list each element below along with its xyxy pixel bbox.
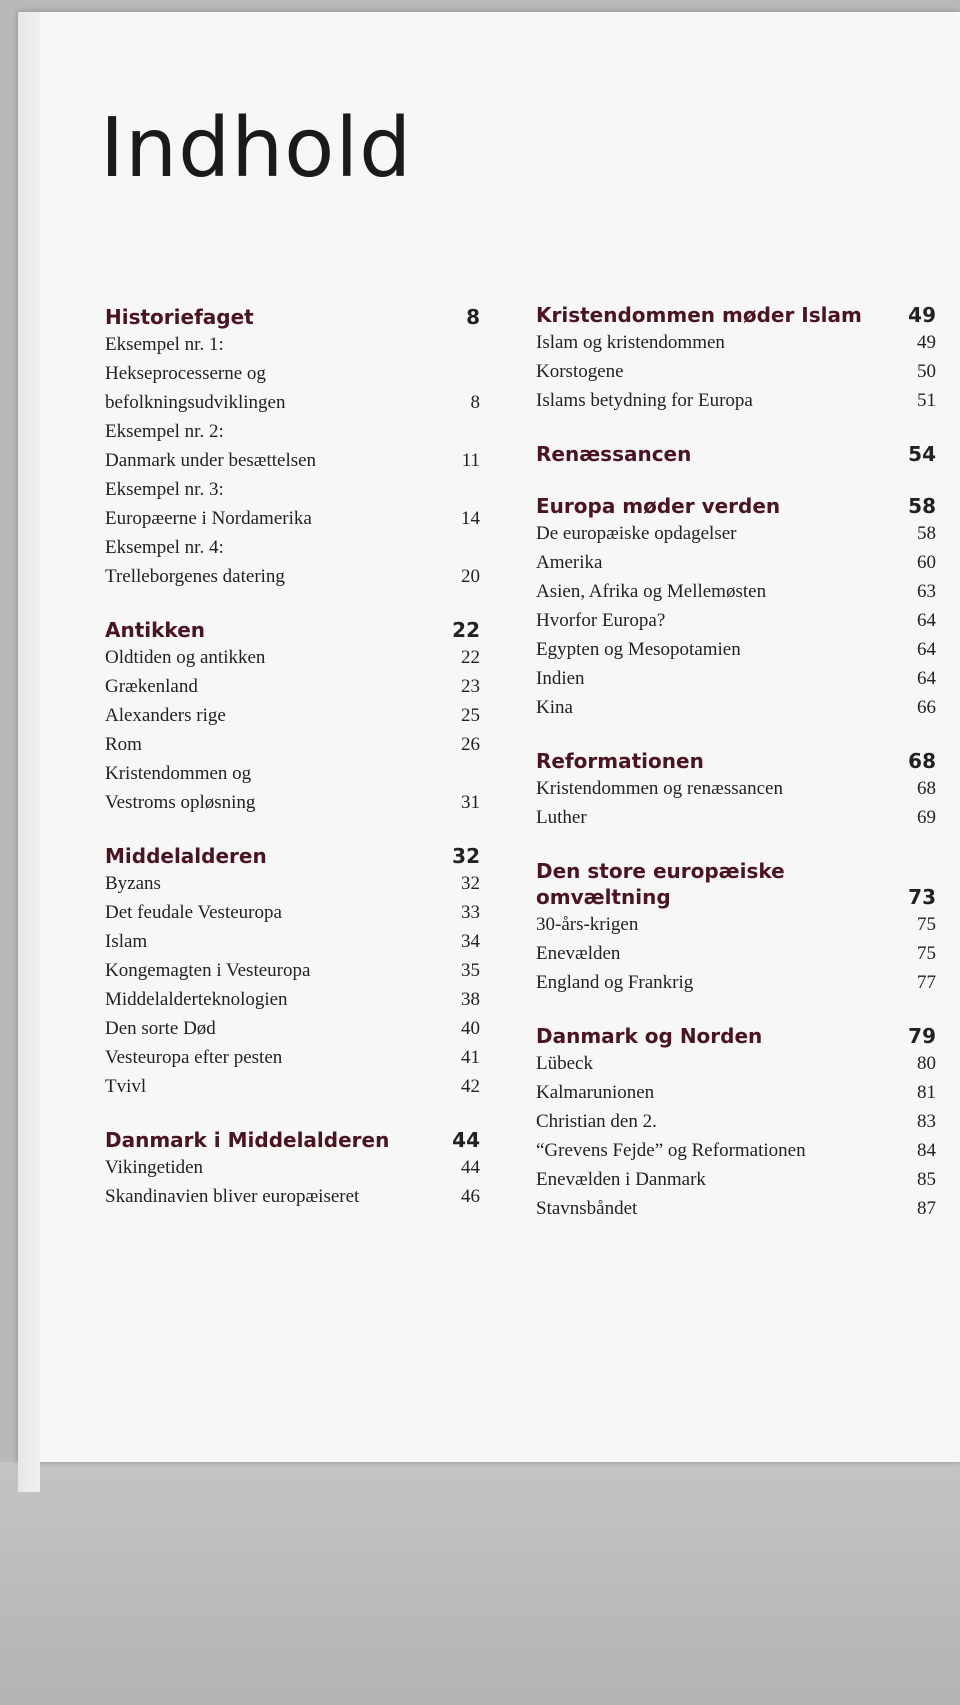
entry-page-number: 25 bbox=[461, 705, 480, 726]
entry-title: Amerika bbox=[536, 552, 603, 573]
entry-page-number: 11 bbox=[461, 450, 480, 471]
toc-entry bbox=[536, 606, 936, 635]
section-heading bbox=[536, 748, 936, 774]
section-page-number: 68 bbox=[908, 749, 936, 773]
entry-page-number: 50 bbox=[917, 361, 936, 382]
toc-entry bbox=[536, 1107, 936, 1136]
entry-page-number: 40 bbox=[461, 1018, 480, 1039]
entry-page-number: 87 bbox=[917, 1198, 936, 1219]
entry-title: Egypten og Mesopotamien bbox=[536, 639, 741, 660]
entry-page-number: 35 bbox=[461, 960, 480, 981]
entry-title: Det feudale Vesteuropa bbox=[105, 902, 282, 923]
toc-entry bbox=[536, 548, 936, 577]
toc-entry bbox=[105, 927, 480, 956]
section-heading bbox=[105, 1127, 480, 1153]
toc-section bbox=[536, 302, 936, 415]
entry-title: Den sorte Død bbox=[105, 1018, 216, 1039]
entry-title: Eksempel nr. 4: Trelleborgenes datering bbox=[105, 537, 285, 587]
entry-title: Enevælden bbox=[536, 943, 621, 964]
entry-title: Islam og kristendommen bbox=[536, 332, 725, 353]
entry-page-number: 51 bbox=[917, 390, 936, 411]
entry-page-number: 75 bbox=[917, 914, 936, 935]
toc-entry bbox=[105, 701, 480, 730]
entry-title: Luther bbox=[536, 807, 587, 828]
entry-title: Alexanders rige bbox=[105, 705, 226, 726]
section-title: Danmark og Norden bbox=[536, 1024, 763, 1048]
section-heading bbox=[536, 302, 936, 328]
toc-entry bbox=[536, 968, 936, 997]
toc-entry bbox=[105, 330, 480, 417]
toc-entry bbox=[536, 1078, 936, 1107]
entry-page-number: 38 bbox=[461, 989, 480, 1010]
section-title: Renæssancen bbox=[536, 442, 692, 466]
entry-page-number: 64 bbox=[917, 639, 936, 660]
section-heading bbox=[105, 617, 480, 643]
entry-page-number: 81 bbox=[917, 1082, 936, 1103]
entry-page-number: 32 bbox=[461, 873, 480, 894]
table-surface bbox=[0, 1462, 960, 1705]
entry-page-number: 23 bbox=[461, 676, 480, 697]
entry-title: Asien, Afrika og Mellemøsten bbox=[536, 581, 767, 602]
section-heading bbox=[105, 843, 480, 869]
entry-title: Rom bbox=[105, 734, 142, 755]
entry-title: Skandinavien bliver europæiseret bbox=[105, 1186, 360, 1207]
section-heading bbox=[536, 441, 936, 467]
toc-entry bbox=[536, 939, 936, 968]
toc-entry bbox=[105, 730, 480, 759]
entry-page-number: 49 bbox=[917, 332, 936, 353]
section-heading bbox=[536, 1023, 936, 1049]
section-heading bbox=[536, 858, 936, 910]
toc-entry bbox=[536, 519, 936, 548]
toc-entry bbox=[105, 898, 480, 927]
section-page-number: 79 bbox=[908, 1024, 936, 1048]
toc-section bbox=[536, 441, 936, 467]
section-page-number: 8 bbox=[466, 305, 480, 329]
entry-title: Enevælden i Danmark bbox=[536, 1169, 706, 1190]
entry-page-number: 80 bbox=[917, 1053, 936, 1074]
entry-title: Kongemagten i Vesteuropa bbox=[105, 960, 311, 981]
section-title: Historiefaget bbox=[105, 305, 254, 329]
entry-title: 30-års-krigen bbox=[536, 914, 639, 935]
entry-title: Middelalderteknologien bbox=[105, 989, 288, 1010]
toc-entry bbox=[536, 577, 936, 606]
toc-entry bbox=[536, 774, 936, 803]
section-title: Antikken bbox=[105, 618, 205, 642]
toc-entry bbox=[536, 357, 936, 386]
entry-title: Indien bbox=[536, 668, 585, 689]
entry-title: Hvorfor Europa? bbox=[536, 610, 666, 631]
entry-title: Vikingetiden bbox=[105, 1157, 204, 1178]
toc-entry bbox=[536, 693, 936, 722]
toc-entry bbox=[105, 672, 480, 701]
section-page-number: 44 bbox=[452, 1128, 480, 1152]
section-title: Den store europæiske omvæltning bbox=[536, 859, 785, 909]
entry-page-number: 33 bbox=[461, 902, 480, 923]
toc-section bbox=[105, 843, 480, 1101]
toc-entry bbox=[536, 1165, 936, 1194]
toc-section bbox=[105, 1127, 480, 1211]
toc-entry bbox=[536, 803, 936, 832]
entry-page-number: 63 bbox=[917, 581, 936, 602]
section-page-number: 49 bbox=[908, 303, 936, 327]
entry-page-number: 69 bbox=[917, 807, 936, 828]
entry-title: Stavnsbåndet bbox=[536, 1198, 638, 1219]
toc-section bbox=[536, 748, 936, 832]
entry-page-number: 58 bbox=[917, 523, 936, 544]
entry-title: Eksempel nr. 3: Europæerne i Nordamerika bbox=[105, 479, 312, 529]
entry-page-number: 42 bbox=[461, 1076, 480, 1097]
entry-page-number: 85 bbox=[917, 1169, 936, 1190]
section-title: Middelalderen bbox=[105, 844, 267, 868]
entry-title: Byzans bbox=[105, 873, 161, 894]
entry-page-number: 66 bbox=[917, 697, 936, 718]
page-title: Indhold bbox=[100, 101, 413, 196]
toc-entry bbox=[536, 1136, 936, 1165]
toc-entry bbox=[536, 386, 936, 415]
toc-entry bbox=[536, 635, 936, 664]
entry-page-number: 41 bbox=[461, 1047, 480, 1068]
entry-title: Lübeck bbox=[536, 1053, 593, 1074]
section-page-number: 58 bbox=[908, 494, 936, 518]
toc-section bbox=[105, 617, 480, 817]
entry-title: Islam bbox=[105, 931, 148, 952]
entry-title: England og Frankrig bbox=[536, 972, 694, 993]
toc-entry bbox=[105, 643, 480, 672]
entry-page-number: 14 bbox=[461, 508, 480, 529]
entry-page-number: 60 bbox=[917, 552, 936, 573]
entry-page-number: 26 bbox=[461, 734, 480, 755]
toc-right-column bbox=[536, 302, 936, 1249]
entry-title: Korstogene bbox=[536, 361, 624, 382]
entry-title: Islams betydning for Europa bbox=[536, 390, 753, 411]
toc-entry bbox=[105, 417, 480, 475]
entry-page-number: 20 bbox=[461, 566, 480, 587]
section-page-number: 54 bbox=[908, 442, 936, 466]
entry-title: Tvivl bbox=[105, 1076, 147, 1097]
toc-entry bbox=[105, 1182, 480, 1211]
toc-section bbox=[536, 858, 936, 997]
section-heading bbox=[536, 493, 936, 519]
entry-page-number: 31 bbox=[461, 792, 480, 813]
toc-entry bbox=[105, 759, 480, 817]
entry-page-number: 8 bbox=[470, 392, 480, 413]
entry-page-number: 84 bbox=[917, 1140, 936, 1161]
toc-entry bbox=[536, 664, 936, 693]
entry-title: De europæiske opdagelser bbox=[536, 523, 737, 544]
entry-title: “Grevens Fejde” og Reformationen bbox=[536, 1140, 806, 1161]
entry-page-number: 22 bbox=[461, 647, 480, 668]
toc-entry bbox=[105, 1153, 480, 1182]
entry-page-number: 34 bbox=[461, 931, 480, 952]
toc-left-column bbox=[105, 304, 480, 1237]
toc-entry bbox=[105, 956, 480, 985]
entry-page-number: 75 bbox=[917, 943, 936, 964]
toc-entry bbox=[105, 1043, 480, 1072]
toc-entry bbox=[105, 985, 480, 1014]
entry-title: Grækenland bbox=[105, 676, 198, 697]
entry-page-number: 77 bbox=[917, 972, 936, 993]
toc-entry bbox=[105, 1014, 480, 1043]
toc-entry bbox=[536, 328, 936, 357]
entry-title: Kalmarunionen bbox=[536, 1082, 655, 1103]
entry-title: Oldtiden og antikken bbox=[105, 647, 266, 668]
toc-entry bbox=[536, 910, 936, 939]
entry-page-number: 46 bbox=[461, 1186, 480, 1207]
entry-title: Eksempel nr. 1: Hekseprocesserne og befolkningsudviklingen bbox=[105, 334, 286, 413]
entry-page-number: 44 bbox=[461, 1157, 480, 1178]
toc-entry bbox=[105, 475, 480, 533]
section-page-number: 22 bbox=[452, 618, 480, 642]
section-page-number: 32 bbox=[452, 844, 480, 868]
entry-title: Kina bbox=[536, 697, 573, 718]
toc-entry bbox=[105, 1072, 480, 1101]
section-page-number: 73 bbox=[908, 885, 936, 909]
toc-section bbox=[105, 304, 480, 591]
entry-page-number: 68 bbox=[917, 778, 936, 799]
entry-page-number: 64 bbox=[917, 610, 936, 631]
section-title: Kristendommen møder Islam bbox=[536, 303, 862, 327]
page-edge bbox=[18, 12, 40, 1492]
entry-title: Eksempel nr. 2: Danmark under besættelsen bbox=[105, 421, 317, 471]
section-title: Danmark i Middelalderen bbox=[105, 1128, 390, 1152]
section-heading bbox=[105, 304, 480, 330]
entry-title: Kristendommen og renæssancen bbox=[536, 778, 783, 799]
toc-entry bbox=[536, 1194, 936, 1223]
section-title: Reformationen bbox=[536, 749, 704, 773]
entry-title: Vesteuropa efter pesten bbox=[105, 1047, 283, 1068]
entry-title: Kristendommen og Vestroms opløsning bbox=[105, 763, 256, 813]
entry-title: Christian den 2. bbox=[536, 1111, 657, 1132]
toc-entry bbox=[105, 869, 480, 898]
entry-page-number: 64 bbox=[917, 668, 936, 689]
section-title: Europa møder verden bbox=[536, 494, 781, 518]
toc-entry bbox=[536, 1049, 936, 1078]
toc-section bbox=[536, 1023, 936, 1223]
toc-section bbox=[536, 493, 936, 722]
entry-page-number: 83 bbox=[917, 1111, 936, 1132]
toc-entry bbox=[105, 533, 480, 591]
